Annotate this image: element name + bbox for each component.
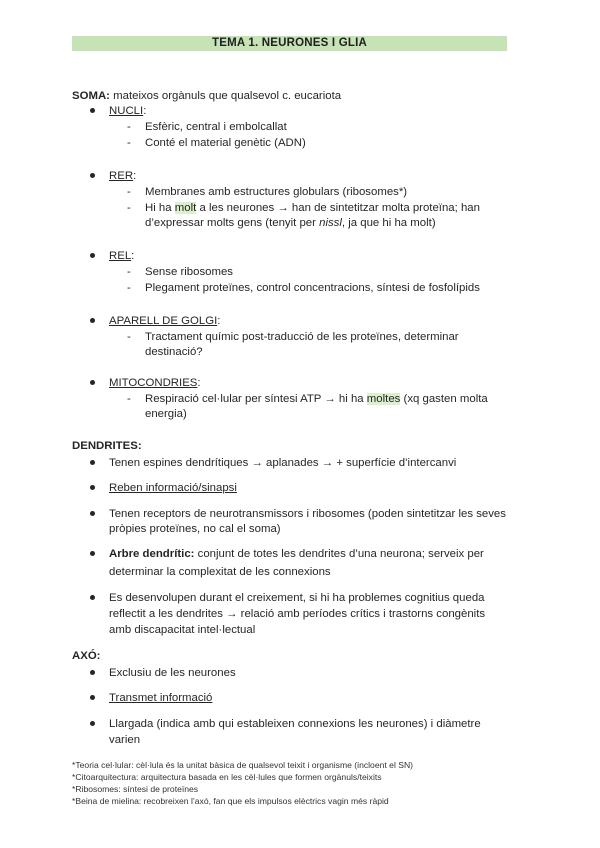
- bullet: [90, 670, 95, 675]
- rer-item: Membranes amb estructures globulars (ribosomes*): [145, 186, 408, 198]
- bullet: [90, 460, 95, 465]
- golgi-item: Tractament químic post-traducció de les proteïnes, determinar: [145, 331, 459, 343]
- dash: -: [127, 186, 131, 198]
- dash: -: [127, 393, 131, 405]
- mito-item: Respiració cel·lular per síntesi ATP → hi ha moltes (xq gasten molta: [145, 393, 488, 405]
- rer-heading: RER:: [109, 170, 137, 182]
- dendrites-item-cont: determinar la complexitat de les connexions: [109, 566, 331, 578]
- soma-label: SOMA:: [72, 90, 110, 102]
- golgi-item-cont: destinació?: [145, 346, 203, 358]
- nucli-item: Esfèric, central i embolcallat: [145, 121, 287, 133]
- dendrites-item: Arbre dendrític: conjunt de totes les dendrites d’una neurona; serveix per: [109, 548, 484, 560]
- mito-heading: MITOCONDRIES:: [109, 377, 201, 389]
- dash: -: [127, 266, 131, 278]
- bullet: [90, 318, 95, 323]
- dendrites-heading: DENDRITES:: [72, 440, 142, 452]
- rer-item: Hi ha molt a les neurones → han de sintetitzar molta proteïna; han: [145, 202, 480, 214]
- dendrites-item: Reben informació/sinapsi: [109, 482, 237, 494]
- soma-intro: mateixos orgànuls que qualsevol c. eucariota: [109, 90, 342, 102]
- footnote: *Ribosomes: síntesi de proteïnes: [72, 784, 199, 794]
- dendrites-item-cont: reflectit a les dendrites → relació amb períodes crítics i trastorns congènits: [109, 608, 486, 620]
- dash: -: [127, 331, 131, 343]
- axo-item: Transmet informació: [109, 692, 213, 704]
- dendrites-item: Tenen receptors de neurotransmissors i ribosomes (poden sintetitzar les seves: [109, 508, 506, 520]
- axo-item: Exclusiu de les neurones: [109, 667, 236, 679]
- highlight: moltes: [366, 393, 401, 405]
- bullet: [90, 253, 95, 258]
- axo-heading: AXÓ:: [72, 650, 101, 662]
- rel-item: Sense ribosomes: [145, 266, 234, 278]
- dendrites-item-cont: pròpies proteïnes, no cal el soma): [109, 523, 281, 535]
- bullet: [90, 485, 95, 490]
- bullet: [90, 173, 95, 178]
- footnote: *Teoria cel·lular: cèl·lula és la unitat bàsica de qualsevol teixit i organisme (incloent el SN): [72, 760, 414, 770]
- axo-item-cont: varien: [109, 734, 141, 746]
- dendrites-item: Tenen espines dendrítiques → aplanades → + superfície d’intercanvi: [109, 457, 457, 469]
- page-title: TEMA 1. NEURONES I GLIA: [72, 36, 507, 51]
- golgi-heading: APARELL DE GOLGI:: [109, 315, 221, 327]
- dendrites-item-cont: amb discapacitat intel·lectual: [109, 624, 256, 636]
- dendrites-item: Es desenvolupen durant el creixement, si hi ha problemes cognitius queda: [109, 592, 485, 604]
- dash: -: [127, 121, 131, 133]
- rel-heading: REL:: [109, 250, 135, 262]
- dash: -: [127, 282, 131, 294]
- dash: -: [127, 202, 131, 214]
- bullet: [90, 721, 95, 726]
- footnote: *Beina de mielina: recobreixen l’axó, fan que els impulsos elèctrics vagin més ràpid: [72, 796, 389, 806]
- dash: -: [127, 137, 131, 149]
- bullet: [90, 551, 95, 556]
- mito-item-cont: energia): [145, 408, 187, 420]
- rel-item: Plegament proteïnes, control concentracions, síntesi de fosfolípids: [145, 282, 480, 294]
- nucli-heading: NUCLI:: [109, 105, 147, 117]
- highlight: molt: [174, 202, 197, 214]
- bullet: [90, 511, 95, 516]
- footnote: *Citoarquitectura: arquitectura basada en les cèl·lules que formen orgànuls/teixits: [72, 772, 382, 782]
- bullet: [90, 108, 95, 113]
- axo-item: Llargada (indica amb qui estableixen connexions les neurones) i diàmetre: [109, 718, 481, 730]
- nucli-item: Conté el material genètic (ADN): [145, 137, 306, 149]
- bullet: [90, 595, 95, 600]
- bullet: [90, 695, 95, 700]
- soma-heading: [72, 89, 341, 103]
- rer-item-cont: d’expressar molts gens (tenyit per nissl, ja que hi ha molt): [145, 217, 436, 229]
- bullet: [90, 380, 95, 385]
